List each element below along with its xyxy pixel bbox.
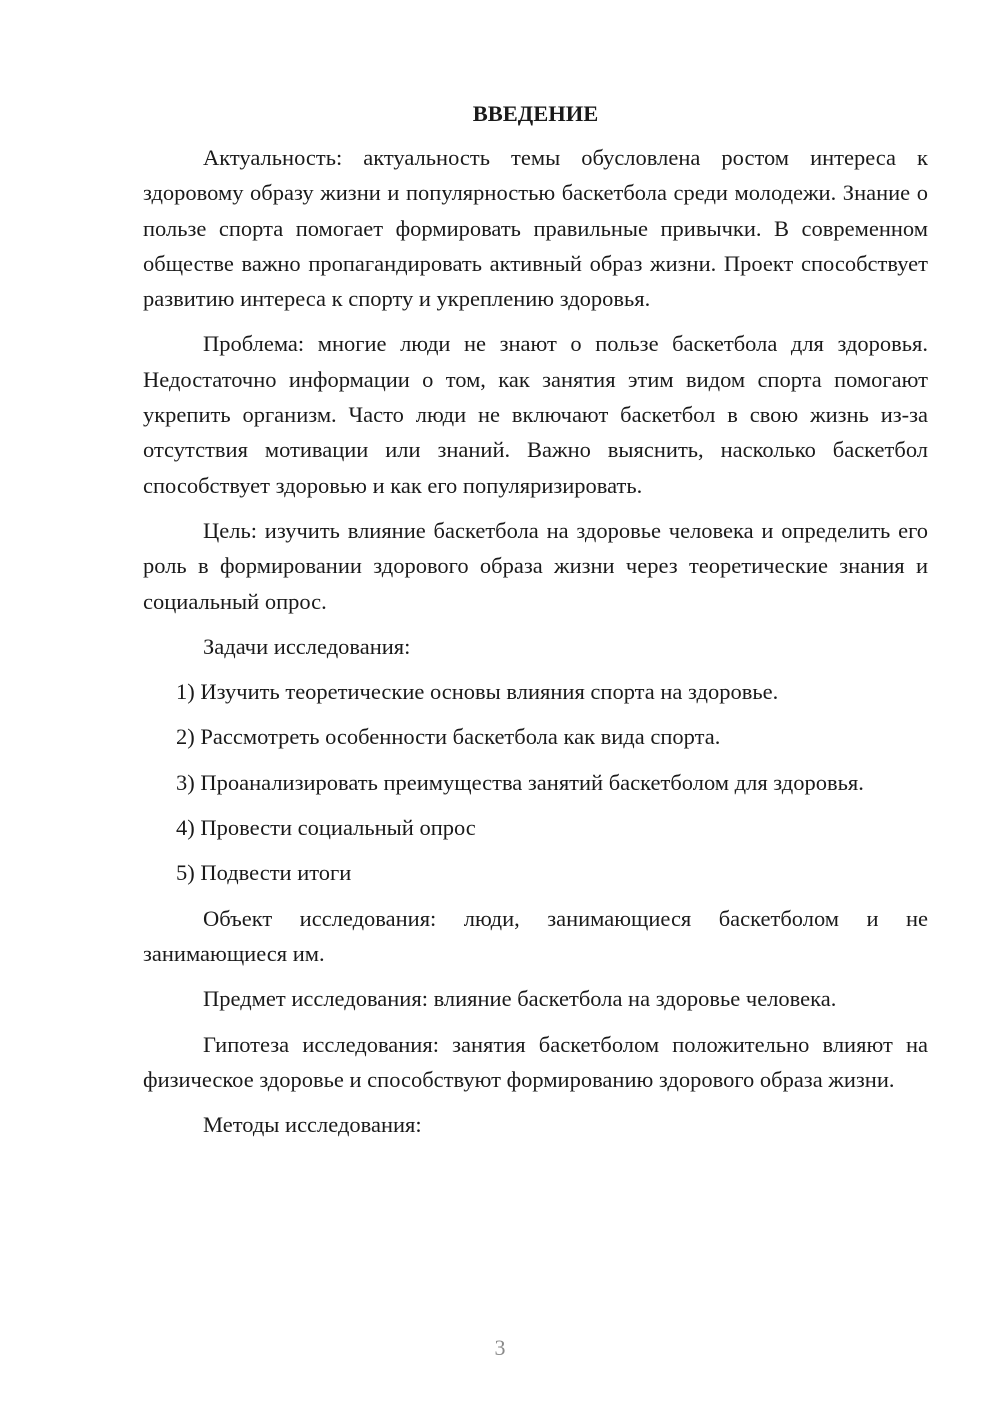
paragraph-problem: Проблема: многие люди не знают о пользе баскетбола для здоровья. Недостаточно информации о том, как занятия этим видом спорта помогают укрепить организм. Часто люди не включают баскетбол в свою жизнь из-за отсутствия мотивации или знаний. Важно выяснить, насколько баскетбол способствует здоровью и как его популяризировать. (143, 331, 928, 498)
document-body (143, 96, 928, 1152)
paragraph-goal: Цель: изучить влияние баскетбола на здоровье человека и определить его роль в формировании здорового образа жизни через теоретические знания и социальный опрос. (143, 517, 928, 614)
paragraph-tasks-intro: Задачи исследования: (203, 633, 411, 659)
task-item-1: 1) Изучить теоретические основы влияния спорта на здоровье. (176, 679, 779, 705)
task-item-2: 2) Рассмотреть особенности баскетбола как вида спорта. (176, 724, 721, 750)
page-number: 3 (494, 1335, 506, 1360)
paragraph-object: Объект исследования: люди, занимающиеся баскетболом и не занимающиеся им. (143, 905, 928, 966)
section-heading: ВВЕДЕНИЕ (472, 101, 599, 126)
task-item-3: 3) Проанализировать преимущества занятий баскетболом для здоровья. (176, 769, 864, 795)
paragraph-methods: Методы исследования: (203, 1112, 422, 1138)
task-item-4: 4) Провести социальный опрос (176, 815, 476, 841)
task-item-5: 5) Подвести итоги (176, 860, 352, 886)
paragraph-relevance: Актуальность: актуальность темы обусловлена ростом интереса к здоровому образу жизни и популярностью баскетбола среди молодежи. Знание о пользе спорта помогает формировать правильные привычки. В современном обществе важно пропагандировать активный образ жизни. Проект способствует развитию интереса к спорту и укреплению здоровья. (143, 145, 928, 312)
paragraph-hypothesis: Гипотеза исследования: занятия баскетболом положительно влияют на физическое здоровье и способствуют формированию здорового образа жизни. (143, 1031, 928, 1092)
paragraph-subject: Предмет исследования: влияние баскетбола на здоровье человека. (203, 986, 837, 1012)
